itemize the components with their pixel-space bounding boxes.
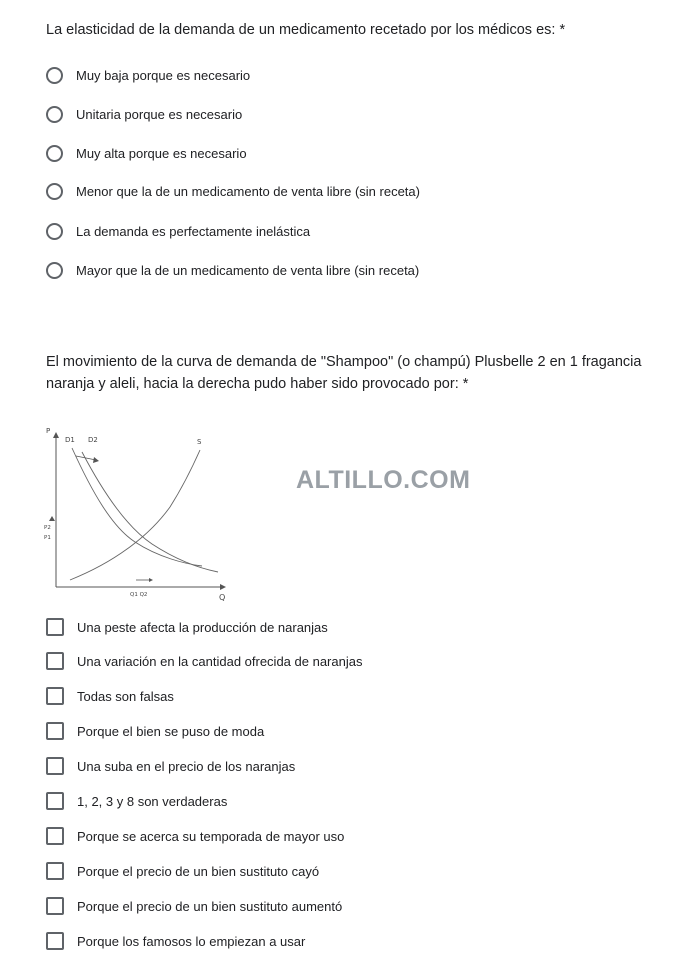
checkbox-option-7[interactable] <box>46 825 344 847</box>
checkbox-option-label: Porque los famosos lo empiezan a usar <box>77 933 306 949</box>
radio-circle-icon[interactable] <box>46 106 63 123</box>
x-axis-label: Q <box>219 593 226 602</box>
d2-label: D2 <box>88 436 98 444</box>
checkbox-option-label: Una suba en el precio de los naranjas <box>77 758 296 774</box>
checkbox-option-2[interactable] <box>46 650 362 672</box>
checkbox-icon[interactable] <box>46 792 64 810</box>
checkbox-icon[interactable] <box>46 652 64 670</box>
watermark: ALTILLO.COM <box>296 466 471 494</box>
checkbox-option-label: 1, 2, 3 y 8 son verdaderas <box>77 793 228 809</box>
checkbox-option-label: Todas son falsas <box>77 688 174 704</box>
radio-option-label: Unitaria porque es necesario <box>76 106 243 122</box>
checkbox-option-3[interactable] <box>46 685 174 707</box>
d1-label: D1 <box>65 436 75 444</box>
shift-arrow-bottom-icon <box>149 578 153 582</box>
checkbox-icon[interactable] <box>46 827 64 845</box>
radio-circle-icon[interactable] <box>46 183 63 200</box>
question-2-title: El movimiento de la curva de demanda de "Shampoo" (o champú) Plusbelle 2 en 1 fragancia naranja y aleli, hacia la derecha pudo haber sido provocado por: * <box>46 354 642 392</box>
checkbox-option-10[interactable] <box>46 930 305 952</box>
q1q2-label: Q1 Q2 <box>130 592 148 598</box>
radio-circle-icon[interactable] <box>46 67 63 84</box>
radio-circle-icon[interactable] <box>46 262 63 279</box>
radio-option-1[interactable] <box>46 64 250 86</box>
checkbox-option-label: Una variación en la cantidad ofrecida de naranjas <box>77 653 363 669</box>
checkbox-option-label: Una peste afecta la producción de naranjas <box>77 619 328 635</box>
checkbox-option-8[interactable] <box>46 860 319 882</box>
radio-option-5[interactable] <box>46 220 310 242</box>
s-label: S <box>197 438 202 446</box>
demand-curve-d2 <box>82 452 218 572</box>
supply-demand-graph <box>40 422 240 608</box>
radio-option-label: La demanda es perfectamente inelástica <box>76 223 311 239</box>
question-1-title: La elasticidad de la demanda de un medicamento recetado por los médicos es: * <box>46 22 566 38</box>
checkbox-option-6[interactable] <box>46 790 227 812</box>
radio-option-label: Muy baja porque es necesario <box>76 67 251 83</box>
checkbox-icon[interactable] <box>46 687 64 705</box>
checkbox-option-label: Porque el precio de un bien sustituto cayó <box>77 863 320 879</box>
checkbox-option-9[interactable] <box>46 895 342 917</box>
checkbox-icon[interactable] <box>46 722 64 740</box>
checkbox-icon[interactable] <box>46 897 64 915</box>
radio-option-label: Muy alta porque es necesario <box>76 145 247 161</box>
x-axis-arrow-icon <box>220 584 226 590</box>
checkbox-icon[interactable] <box>46 862 64 880</box>
checkbox-icon[interactable] <box>46 757 64 775</box>
price-arrow-icon <box>49 516 55 521</box>
radio-option-4[interactable] <box>46 180 420 202</box>
radio-option-label: Mayor que la de un medicamento de venta libre (sin receta) <box>76 262 420 278</box>
radio-option-6[interactable] <box>46 259 419 281</box>
checkbox-option-1[interactable] <box>46 616 328 638</box>
checkbox-option-4[interactable] <box>46 720 264 742</box>
p2-label: P2 <box>44 525 51 531</box>
radio-circle-icon[interactable] <box>46 145 63 162</box>
radio-option-2[interactable] <box>46 103 242 125</box>
radio-circle-icon[interactable] <box>46 223 63 240</box>
checkbox-icon[interactable] <box>46 932 64 950</box>
shift-arrow-top-icon <box>93 457 99 463</box>
checkbox-option-label: Porque el bien se puso de moda <box>77 723 265 739</box>
demand-curve-d1 <box>72 448 202 566</box>
checkbox-option-label: Porque el precio de un bien sustituto aumentó <box>77 898 343 914</box>
p1-label: P1 <box>44 535 51 541</box>
checkbox-option-label: Porque se acerca su temporada de mayor uso <box>77 828 345 844</box>
radio-option-label: Menor que la de un medicamento de venta libre (sin receta) <box>76 183 420 199</box>
checkbox-icon[interactable] <box>46 618 64 636</box>
checkbox-option-5[interactable] <box>46 755 295 777</box>
radio-option-3[interactable] <box>46 142 247 164</box>
supply-curve <box>70 450 200 580</box>
y-axis-arrow-icon <box>53 432 59 438</box>
y-axis-label: P <box>46 427 51 435</box>
